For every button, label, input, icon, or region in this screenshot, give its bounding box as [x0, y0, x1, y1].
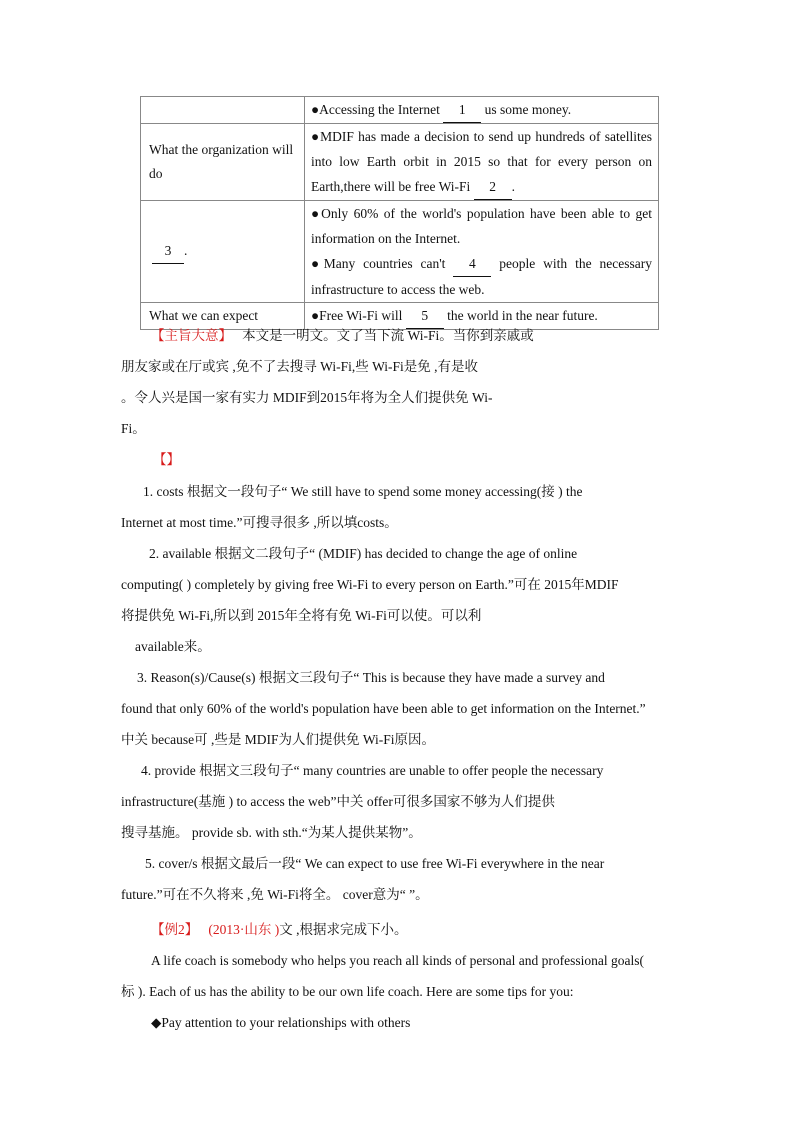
row1-label [141, 97, 305, 124]
blank-2: 2 [474, 174, 512, 200]
blank-1: 1 [443, 97, 481, 123]
answer-tag: 【】 [153, 452, 180, 467]
answer-table [140, 96, 659, 330]
row4-content: ●Free Wi-Fi will 5 the world in the near future. [305, 303, 659, 330]
tip-bullet: ◆Pay attention to your relationships with others [151, 1015, 411, 1030]
summary: 【主旨大意】 本文是一明文。文了当下流 Wi-Fi。当你到亲戚或 朋友家或在厅或宾 ,免不了去搜寻 Wi-Fi,些 Wi-Fi是免 ,有是收 。令人兴是国一家有实力 MDIF到2015年将为全人们提供免 Wi- Fi。 [121, 328, 534, 436]
summary-tag: 【主旨大意】 [151, 328, 232, 343]
blank-4: 4 [453, 251, 491, 277]
row1-content: ●Accessing the Internet 1 us some money. [305, 97, 659, 124]
row2-content: ●MDIF has made a decision to send up hundreds of satellites into low Earth orbit in 2015 so that for every person on Earth,there will be free Wi-Fi 2 . [305, 124, 659, 201]
example-tag: 【例2】 [151, 922, 199, 937]
row3-label: 3 . [141, 201, 305, 303]
example: 【例2】 (2013·山东 )文 ,根据求完成下小。 A life coach is somebody who helps you reach all kinds of personal and professional goals( 标 ). Each of us has the ability to be our own life coach. Here are some tips for you: ◆Pay attention to your relationships with others [121, 914, 679, 1038]
blank-3: 3 [152, 239, 184, 264]
blank-5: 5 [406, 303, 444, 329]
answers: 1. costs 根据文一段句子“ We still have to spend some money accessing(接 ) the Internet at most time.”可搜寻很多 ,所以填costs。 2. available 根据文二段句子“ (MDIF) has decided to change the age of online computing( ) completely by giving free Wi-Fi to every person on Earth.”可在 2015年MDIF 将提供免 Wi-Fi,所以到 2015年全将有免 Wi-Fi可以使。可以利 available来。 3. Reason(s)/Cause(s) 根据文三段句子“ This is because they have made a survey and found that only 60% of the world's population have been able to get information on the Internet.” 中关 because可 ,些是 MDIF为人们提供免 Wi-Fi原因。 4. provide 根据文三段句子“ many countries are unable to offer people the necessary infrastructure(基施 ) to access the web”中关 offer可很多国家不够为人们提供 搜寻基施。 provide sb. with sth.“为某人提供某物”。 5. cover/s 根据文最后一段“ We can expect to use free Wi-Fi everywhere in the near future.”可在不久将来 ,免 Wi-Fi将全。 cover意为“ ”。 [121, 484, 646, 902]
row4-label: What we can expect [141, 303, 305, 330]
row3-content: ●Only 60% of the world's population have been able to get information on the Internet. ●Many countries can't 4 people with the necessary infrastructure to access the web. [305, 201, 659, 303]
row2-label: What the organization will do [141, 124, 305, 201]
